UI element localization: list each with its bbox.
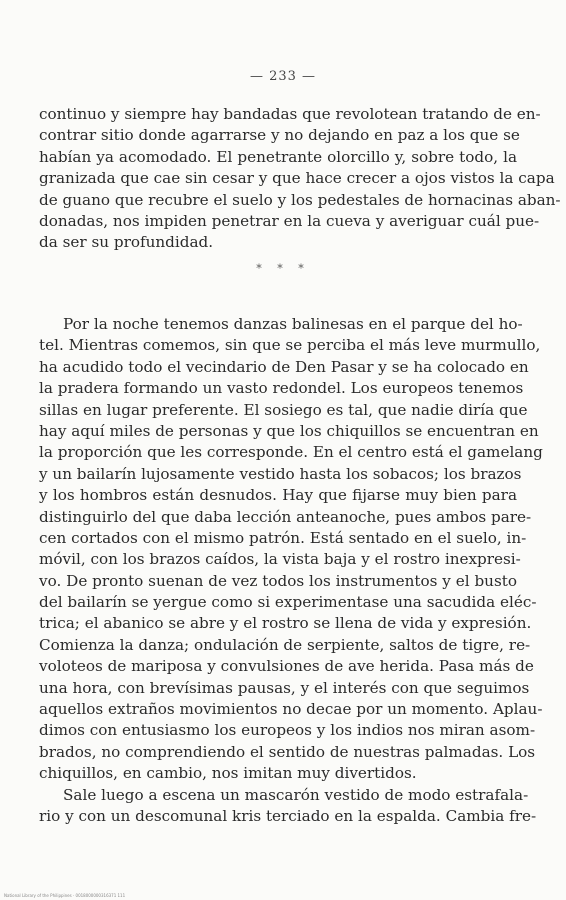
text-line: una hora, con brevísimas pausas, y el interés con que seguimos — [39, 678, 530, 697]
text-line: de guano que recubre el suelo y los pedestales de hornacinas aban- — [39, 190, 561, 209]
text-line: sillas en lugar preferente. El sosiego es tal, que nadie diría que — [39, 400, 528, 419]
text-line: Sale luego a escena un mascarón vestido de modo estrafala- — [63, 785, 529, 804]
text-line: ha acudido todo el vecindario de Den Pasar y se ha colocado en — [39, 357, 529, 376]
text-line: rio y con un descomunal kris terciado en la espalda. Cambia fre- — [39, 806, 537, 825]
scan-footer: National Library of the Philippines · 0018000000316371 111 — [4, 893, 126, 898]
text-line: y un bailarín lujosamente vestido hasta los sobacos; los brazos — [39, 464, 522, 483]
text-line: tel. Mientras comemos, sin que se perciba el más leve murmullo, — [39, 336, 541, 355]
text-line: la proporción que les corresponde. En el centro está el gamelang — [39, 443, 543, 462]
text-line: Comienza la danza; ondulación de serpiente, saltos de tigre, re- — [39, 635, 531, 654]
text-line: móvil, con los brazos caídos, la vista baja y el rostro inexpresi- — [39, 550, 521, 569]
text-line: del bailarín se yergue como si experimentase una sacudida eléc- — [39, 593, 537, 612]
paragraph-2 — [39, 314, 543, 827]
paragraph-1 — [39, 104, 561, 254]
text-line: la pradera formando un vasto redondel. Los europeos tenemos — [39, 379, 524, 398]
text-line: donadas, nos impiden penetrar en la cueva y averiguar cuál pue- — [39, 211, 540, 230]
text-line: brados, no comprendiendo el sentido de nuestras palmadas. Los — [39, 742, 536, 761]
page-number: — 233 — — [249, 69, 317, 84]
text-line: hay aquí miles de personas y que los chiquillos se encuentran en — [39, 421, 539, 440]
text-line: cen cortados con el mismo patrón. Está sentado en el suelo, in- — [39, 528, 527, 547]
text-line: habían ya acomodado. El penetrante olorcillo y, sobre todo, la — [39, 147, 517, 166]
section-separator: * * * — [256, 262, 310, 275]
text-line: da ser su profundidad. — [39, 233, 214, 252]
text-line: trica; el abanico se abre y el rostro se llena de vida y expresión. — [39, 614, 532, 633]
text-line: Por la noche tenemos danzas balinesas en el parque del ho- — [63, 315, 523, 333]
text-line: continuo y siempre hay bandadas que revolotean tratando de en- — [39, 105, 541, 123]
text-line: dimos con entusiasmo los europeos y los indios nos miran asom- — [39, 721, 536, 740]
text-line: distinguirlo del que daba lección anteanoche, pues ambos pare- — [39, 507, 532, 526]
text-line: voloteos de mariposa y convulsiones de ave herida. Pasa más de — [39, 657, 534, 676]
text-line: y los hombros están desnudos. Hay que fijarse muy bien para — [39, 486, 517, 505]
text-line: contrar sitio donde agarrarse y no dejando en paz a los que se — [39, 126, 520, 145]
text-line: chiquillos, en cambio, nos imitan muy divertidos. — [39, 764, 417, 783]
text-line: granizada que cae sin cesar y que hace crecer a ojos vistos la capa — [39, 169, 555, 188]
text-line: vo. De pronto suenan de vez todos los instrumentos y el busto — [39, 571, 517, 590]
text-line: aquellos extraños movimientos no decae por un momento. Aplau- — [39, 700, 543, 719]
